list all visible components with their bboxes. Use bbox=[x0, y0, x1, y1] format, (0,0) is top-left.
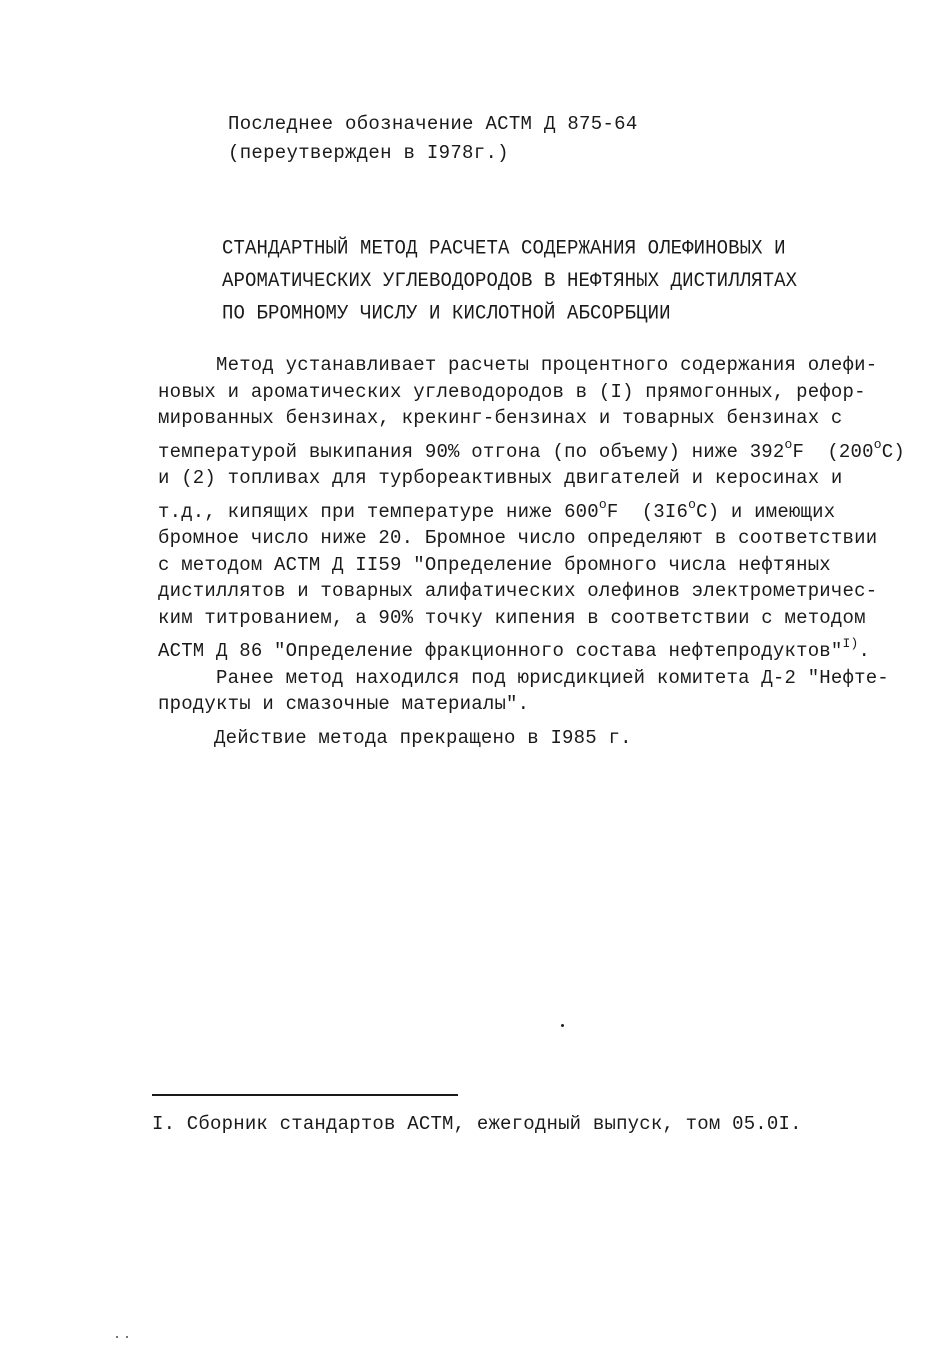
scan-speck bbox=[116, 1336, 118, 1338]
body-text-segment: температурой выкипания 90% отгона (по объему) ниже 392 bbox=[158, 440, 785, 463]
body-line: продукты и смазочные материалы". bbox=[158, 693, 530, 715]
document-header bbox=[228, 110, 638, 168]
body-text-segment: C) bbox=[881, 440, 905, 463]
body-line: новых и ароматических углеводородов в (I) прямогонных, рефор- bbox=[158, 380, 866, 403]
degree-sign: o bbox=[873, 436, 882, 452]
body-line bbox=[158, 432, 918, 466]
title-line-2: АРОМАТИЧЕСКИХ УГЛЕВОДОРОДОВ В НЕФТЯНЫХ ДИСТИЛЛЯТАХ bbox=[222, 268, 798, 293]
title-line-3: ПО БРОМНОМУ ЧИСЛУ И КИСЛОТНОЙ АБСОРБЦИИ bbox=[222, 301, 671, 325]
body-line: Метод устанавливает расчеты процентного содержания олефи- bbox=[216, 354, 878, 376]
body-line bbox=[158, 631, 918, 665]
body-text-segment: C) и имеющих bbox=[696, 500, 836, 523]
body-text-segment: . bbox=[858, 640, 871, 662]
body-paragraphs bbox=[158, 352, 918, 718]
withdrawal-notice: Действие метода прекращено в I985 г. bbox=[214, 727, 632, 749]
footnote-divider bbox=[152, 1094, 458, 1096]
degree-sign: o bbox=[784, 436, 793, 452]
footnote: I. Сборник стандартов АСТМ, ежегодный выпуск, том 05.0I. bbox=[152, 1113, 802, 1135]
scan-speck bbox=[126, 1336, 128, 1338]
body-line: ким титрованием, а 90% точку кипения в соответствии с методом bbox=[158, 606, 866, 629]
footnote-reference: I) bbox=[842, 636, 859, 651]
body-line: и (2) топливах для турбореактивных двигателей и керосинах и bbox=[158, 467, 843, 489]
document-title bbox=[222, 232, 797, 329]
scan-speck bbox=[561, 1024, 564, 1027]
title-line-1: СТАНДАРТНЫЙ МЕТОД РАСЧЕТА СОДЕРЖАНИЯ ОЛЕФИНОВЫХ И bbox=[222, 236, 786, 261]
body-line: Ранее метод находился под юрисдикцией комитета Д-2 "Нефте- bbox=[216, 666, 889, 689]
designation-line: Последнее обозначение АСТМ Д 875-64 bbox=[228, 113, 638, 135]
body-line: бромное число ниже 20. Бромное число определяют в соответствии bbox=[158, 527, 878, 549]
body-line bbox=[158, 492, 918, 526]
body-text-segment: F (3I6 bbox=[606, 500, 689, 523]
scan-specks bbox=[116, 1336, 130, 1338]
body-line: дистиллятов и товарных алифатических олефинов электрометричес- bbox=[158, 580, 878, 602]
body-text-segment: т.д., кипящих при температуре ниже 600 bbox=[158, 500, 599, 523]
reapproval-line: (переутвержден в I978г.) bbox=[228, 142, 509, 164]
body-line: с методом АСТМ Д II59 "Определение бромного числа нефтяных bbox=[158, 553, 831, 576]
body-line: мированных бензинах, крекинг-бензинах и товарных бензинах с bbox=[158, 407, 843, 429]
body-text-segment: АСТМ Д 86 "Определение фракционного состава нефтепродуктов" bbox=[158, 640, 843, 662]
degree-sign: o bbox=[598, 496, 607, 512]
body-text-segment: F (200 bbox=[792, 440, 874, 463]
degree-sign: o bbox=[688, 496, 697, 512]
